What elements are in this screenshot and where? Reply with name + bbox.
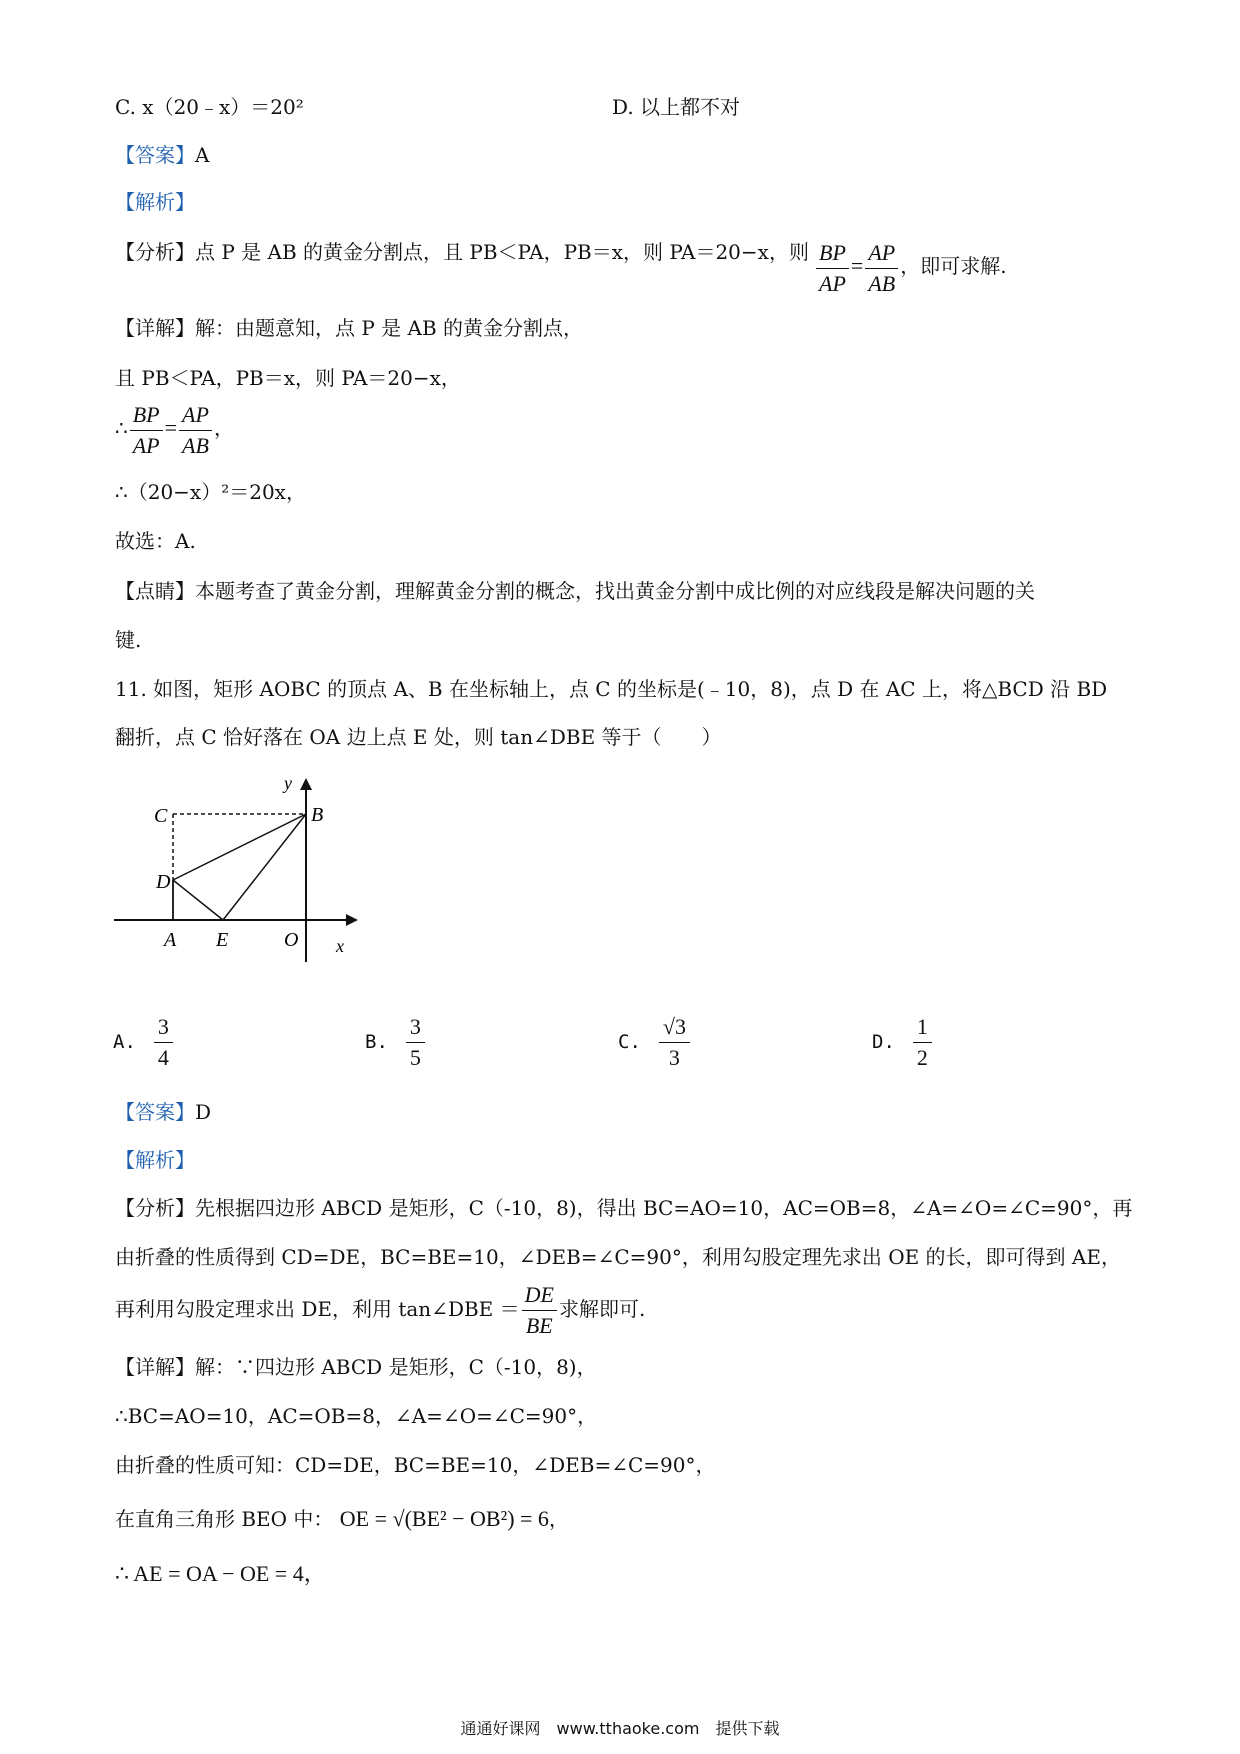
q11-analysis-tag bbox=[115, 1146, 195, 1174]
fenxi-text: 点 P 是 AB 的黄金分割点，且 PB＜PA，PB＝x，则 PA＝20−x，则 bbox=[195, 240, 809, 264]
q10-analysis-tag bbox=[115, 188, 195, 216]
q11-figure bbox=[100, 770, 380, 970]
segment-db bbox=[173, 814, 306, 880]
xiangjie-text: 解：由题意知，点 P 是 AB 的黄金分割点， bbox=[195, 316, 584, 340]
fenxi-text: 再利用勾股定理求出 DE，利用 tan∠DBE ＝ bbox=[115, 1297, 520, 1321]
frac-num: AP bbox=[865, 238, 898, 269]
x-axis-arrow bbox=[346, 914, 358, 926]
label-y: y bbox=[284, 773, 292, 793]
dianjing-tag: 【点睛】 bbox=[115, 579, 195, 603]
dianjing-text: 本题考查了黄金分割，理解黄金分割的概念，找出黄金分割中成比例的对应线段是解决问题的关 bbox=[195, 579, 1035, 603]
xiangjie-tag: 【详解】 bbox=[115, 316, 195, 340]
option-label: C. bbox=[618, 1031, 641, 1053]
label-c: C bbox=[154, 805, 168, 827]
fenxi-tail: ，即可求解. bbox=[900, 254, 1007, 278]
q10-equation: ∴（20−x）²＝20x， bbox=[115, 480, 306, 504]
q11-line2: ∴BC=AO=10，AC=OB=8，∠A=∠O=∠C=90°， bbox=[115, 1404, 598, 1428]
option-c[interactable] bbox=[618, 1012, 690, 1073]
xiangjie-text: 解：∵四边形 ABCD 是矩形，C（-10，8)， bbox=[195, 1355, 597, 1379]
fenxi-fraction: $\frac{BP}{AP}$ = $\frac{AP}{AB}$ ，即可求解. bbox=[814, 238, 1007, 299]
option-label: D. bbox=[872, 1031, 895, 1053]
q11-line3: 由折叠的性质可知：CD=DE，BC=BE=10，∠DEB=∠C=90°， bbox=[115, 1453, 716, 1477]
q10-line-pb: 且 PB＜PA，PB＝x，则 PA＝20−x， bbox=[115, 366, 461, 390]
q10-choose: 故选：A. bbox=[115, 529, 196, 553]
frac-den: AB bbox=[868, 271, 896, 296]
q11-line4 bbox=[115, 1505, 569, 1533]
answer-tag: 【答案】 bbox=[115, 1100, 195, 1124]
frac-den: AP bbox=[132, 433, 160, 458]
segment-eb bbox=[223, 814, 306, 920]
frac-den: AB bbox=[182, 433, 209, 458]
y-axis-arrow bbox=[300, 778, 312, 790]
fenxi-text: 先根据四边形 ABCD 是矩形，C（-10，8)，得出 BC=AO=10，AC=OB=8，∠A=∠O=∠C=90°，再 bbox=[195, 1196, 1133, 1220]
label-d: D bbox=[156, 871, 171, 893]
q11-fenxi-line1 bbox=[115, 1194, 1132, 1222]
option-num: 1 bbox=[913, 1012, 932, 1043]
q11-fenxi-line3 bbox=[115, 1280, 645, 1341]
q10-fenxi bbox=[115, 238, 809, 266]
therefore-symbol: ∴ bbox=[115, 416, 128, 440]
frac-num: AP bbox=[179, 400, 212, 431]
line5-math: ∴ AE = OA − OE = 4， bbox=[115, 1561, 326, 1586]
xiangjie-tag: 【详解】 bbox=[115, 1355, 195, 1379]
frac-num: BP bbox=[130, 400, 163, 431]
label-b: B bbox=[311, 804, 324, 826]
answer-value: A bbox=[195, 143, 210, 167]
q11-fenxi-line2: 由折叠的性质得到 CD=DE，BC=BE=10，∠DEB=∠C=90°，利用勾股定理先求出 OE 的长，即可得到 AE， bbox=[115, 1245, 1121, 1269]
q11-stem-line2: 翻折，点 C 恰好落在 OA 边上点 E 处，则 tan∠DBE 等于（ ） bbox=[115, 725, 722, 749]
frac-num: BP bbox=[816, 238, 849, 269]
segment-de bbox=[173, 880, 223, 920]
line4-comma: ， bbox=[548, 1507, 569, 1531]
answer-tag: 【答案】 bbox=[115, 143, 195, 167]
label-a: A bbox=[164, 929, 177, 951]
option-a[interactable] bbox=[113, 1012, 173, 1073]
option-label: B. bbox=[365, 1031, 388, 1053]
q10-answer bbox=[115, 141, 209, 169]
q10-dianjing-cont: 键. bbox=[115, 628, 142, 652]
fenxi-tail: 求解即可. bbox=[558, 1297, 646, 1321]
frac-den: BE bbox=[525, 1313, 553, 1338]
label-e: E bbox=[216, 929, 229, 951]
q11-line5 bbox=[115, 1560, 326, 1588]
analysis-tag: 【解析】 bbox=[115, 1148, 195, 1172]
option-d[interactable] bbox=[872, 1012, 932, 1073]
option-b[interactable] bbox=[365, 1012, 425, 1073]
page-footer: 通通好课网 www.tthaoke.com 提供下载 bbox=[460, 1719, 780, 1738]
fenxi-tag: 【分析】 bbox=[115, 1196, 195, 1220]
frac-den: AP bbox=[819, 271, 846, 296]
option-den: 4 bbox=[157, 1045, 169, 1070]
label-o: O bbox=[284, 929, 299, 951]
q10-choice-d: D. 以上都不对 bbox=[612, 95, 741, 119]
option-den: 3 bbox=[668, 1045, 680, 1070]
line4-text: 在直角三角形 BEO 中： bbox=[115, 1507, 334, 1531]
q10-proportion: ∴ $\frac{BP}{AP}$ = $\frac{AP}{AB}$ ， bbox=[115, 400, 234, 461]
q11-stem-line1: 11. 如图，矩形 AOBC 的顶点 A、B 在坐标轴上，点 C 的坐标是(﹣10，8)，点 D 在 AC 上，将△BCD 沿 BD bbox=[115, 677, 1108, 701]
q10-xiangjie bbox=[115, 314, 583, 342]
answer-value: D bbox=[195, 1100, 212, 1124]
option-label: A. bbox=[113, 1031, 136, 1053]
option-den: 2 bbox=[916, 1045, 928, 1070]
option-num: 3 bbox=[154, 1012, 173, 1043]
frac-num: DE bbox=[522, 1280, 557, 1311]
q10-dianjing bbox=[115, 577, 1035, 605]
fenxi-tag: 【分析】 bbox=[115, 240, 195, 264]
label-x: x bbox=[336, 936, 344, 956]
analysis-tag: 【解析】 bbox=[115, 190, 195, 214]
q10-choice-c: C. x（20﹣x）＝20² bbox=[115, 95, 304, 119]
option-num: √3 bbox=[659, 1012, 690, 1043]
line4-math: OE = √(BE² − OB²) = 6 bbox=[339, 1506, 549, 1531]
q11-xiangjie-line1 bbox=[115, 1353, 597, 1381]
option-num: 3 bbox=[406, 1012, 425, 1043]
q11-answer bbox=[115, 1098, 211, 1126]
option-den: 5 bbox=[409, 1045, 421, 1070]
